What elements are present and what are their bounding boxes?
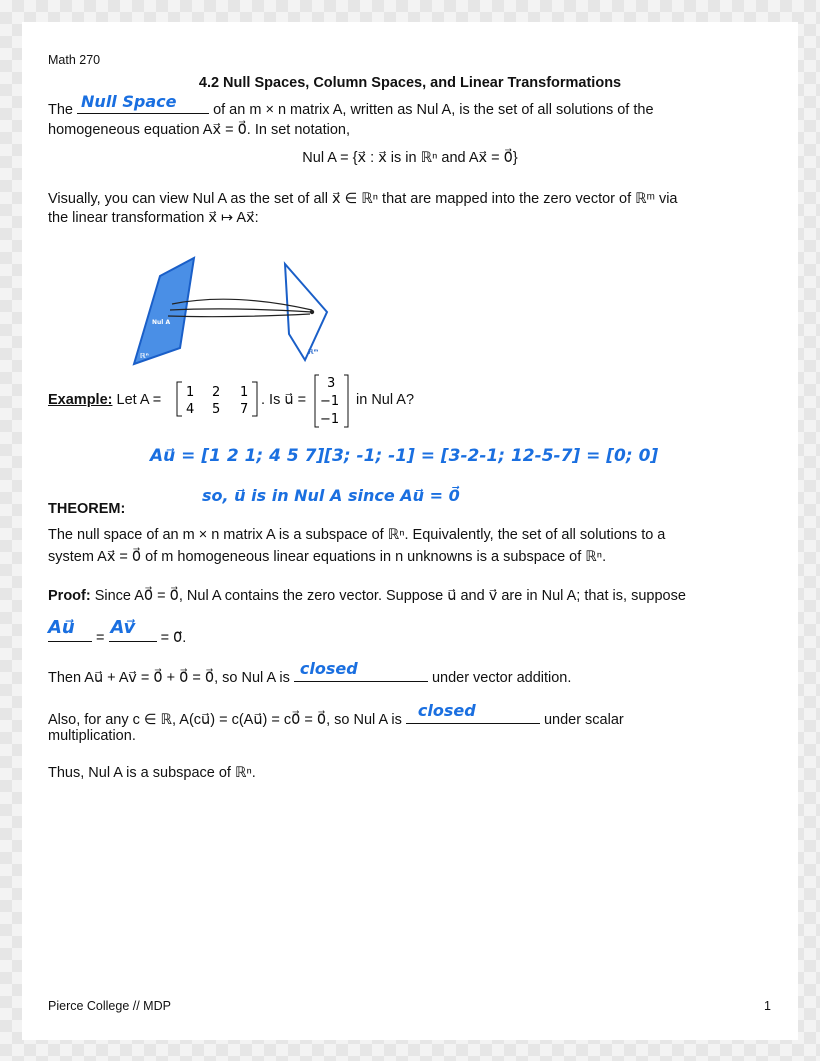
handwritten-null-space: Null Space	[81, 92, 177, 111]
proof-line-4-start: Also, for any c ∈ ℝ, A(cu⃗) = c(Au⃗) = c0⃗ = 0⃗, so Nul A is	[48, 712, 402, 728]
vector-u-entry: −1	[320, 394, 340, 409]
example-text-after: in Nul A?	[356, 392, 415, 408]
proof-line-1-text: Since A0⃗ = 0⃗, Nul A contains the zero vector. Suppose u⃗ and v⃗ are in Nul A; that is, suppose	[94, 588, 686, 604]
theorem-label: THEOREM:	[48, 501, 126, 517]
example-text-mid: . Is u⃗ =	[261, 392, 307, 408]
definition-line-1	[48, 92, 654, 119]
rn-sketch-label: ℝⁿ	[140, 352, 149, 360]
matrix-a-entry: 1	[186, 385, 195, 400]
example-line	[48, 391, 161, 409]
definition-blank	[77, 92, 209, 114]
mapping-sketch	[122, 252, 352, 372]
visual-line-2: the linear transformation x⃗ ↦ Ax⃗:	[48, 210, 259, 226]
matrix-a-entry: 1	[240, 385, 249, 400]
proof-blank-4	[406, 701, 540, 724]
page-number: 1	[764, 999, 771, 1013]
theorem-line-1: The null space of an m × n matrix A is a subspace of ℝⁿ. Equivalently, the set of all solutions to a	[48, 527, 666, 543]
definition-line-1-rest: of an m × n matrix A, written as Nul A, is the set of all solutions of the	[213, 102, 654, 118]
vector-u	[312, 372, 352, 430]
matrix-a-entry: 2	[212, 385, 221, 400]
handwritten-closed-2: closed	[417, 701, 476, 720]
proof-line-5: multiplication.	[48, 728, 136, 744]
matrix-a-entry: 4	[186, 402, 195, 417]
document-page	[22, 22, 798, 1040]
definition-prefix: The	[48, 102, 73, 118]
handwritten-av: Av⃗	[110, 617, 136, 638]
proof-line-3	[48, 659, 572, 687]
proof-blank-3	[294, 659, 428, 682]
proof-label: Proof:	[48, 588, 91, 604]
handwritten-computation: Au⃗ = [1 2 1; 4 5 7][3; -1; -1] = [3-2-1; 12-5-7] = [0; 0]	[150, 446, 659, 466]
proof-eq-end: = 0⃗.	[160, 630, 187, 646]
example-label: Example:	[48, 392, 113, 408]
handwritten-au: Au⃗	[48, 617, 75, 638]
matrix-a-entry: 5	[212, 402, 221, 417]
proof-line-2	[48, 617, 187, 647]
vector-u-entry: −1	[320, 412, 340, 427]
definition-line-2: homogeneous equation Ax⃗ = 0⃗. In set notation,	[48, 122, 350, 138]
vector-u-entry: 3	[327, 376, 336, 391]
rm-sketch-label: ℝᵐ	[308, 348, 319, 356]
proof-line-6: Thus, Nul A is a subspace of ℝⁿ.	[48, 765, 256, 781]
proof-line-1	[48, 587, 686, 605]
visual-line-1: Visually, you can view Nul A as the set of all x⃗ ∈ ℝⁿ that are mapped into the zero vector of ℝᵐ via	[48, 191, 678, 207]
proof-blank-2	[109, 617, 157, 642]
page-title: 4.2 Null Spaces, Column Spaces, and Linear Transformations	[198, 75, 622, 91]
proof-blank-1	[48, 617, 92, 642]
nul-a-plane	[134, 258, 194, 364]
footer-left: Pierce College // MDP	[48, 999, 171, 1013]
proof-line-3-start: Then Au⃗ + Av⃗ = 0⃗ + 0⃗ = 0⃗, so Nul A is	[48, 670, 290, 686]
nul-a-sketch-label: Nul A	[152, 319, 171, 326]
course-label: Math 270	[48, 53, 101, 67]
proof-eq-sep: =	[96, 630, 105, 646]
matrix-a-entry: 7	[240, 402, 249, 417]
handwritten-conclusion: so, u⃗ is in Nul A since Au⃗ = 0⃗	[202, 486, 460, 505]
proof-line-3-end: under vector addition.	[431, 670, 572, 686]
theorem-line-2: system Ax⃗ = 0⃗ of m homogeneous linear equations in n unknowns is a subspace of ℝⁿ.	[48, 549, 607, 565]
handwritten-closed-1: closed	[299, 659, 358, 678]
example-text-before: Let A =	[116, 392, 162, 408]
proof-line-4	[48, 701, 624, 729]
matrix-a	[174, 374, 260, 424]
proof-line-4-end: under scalar	[543, 712, 624, 728]
set-notation: Nul A = {x⃗ : x⃗ is in ℝⁿ and Ax⃗ = 0⃗}	[302, 150, 518, 166]
